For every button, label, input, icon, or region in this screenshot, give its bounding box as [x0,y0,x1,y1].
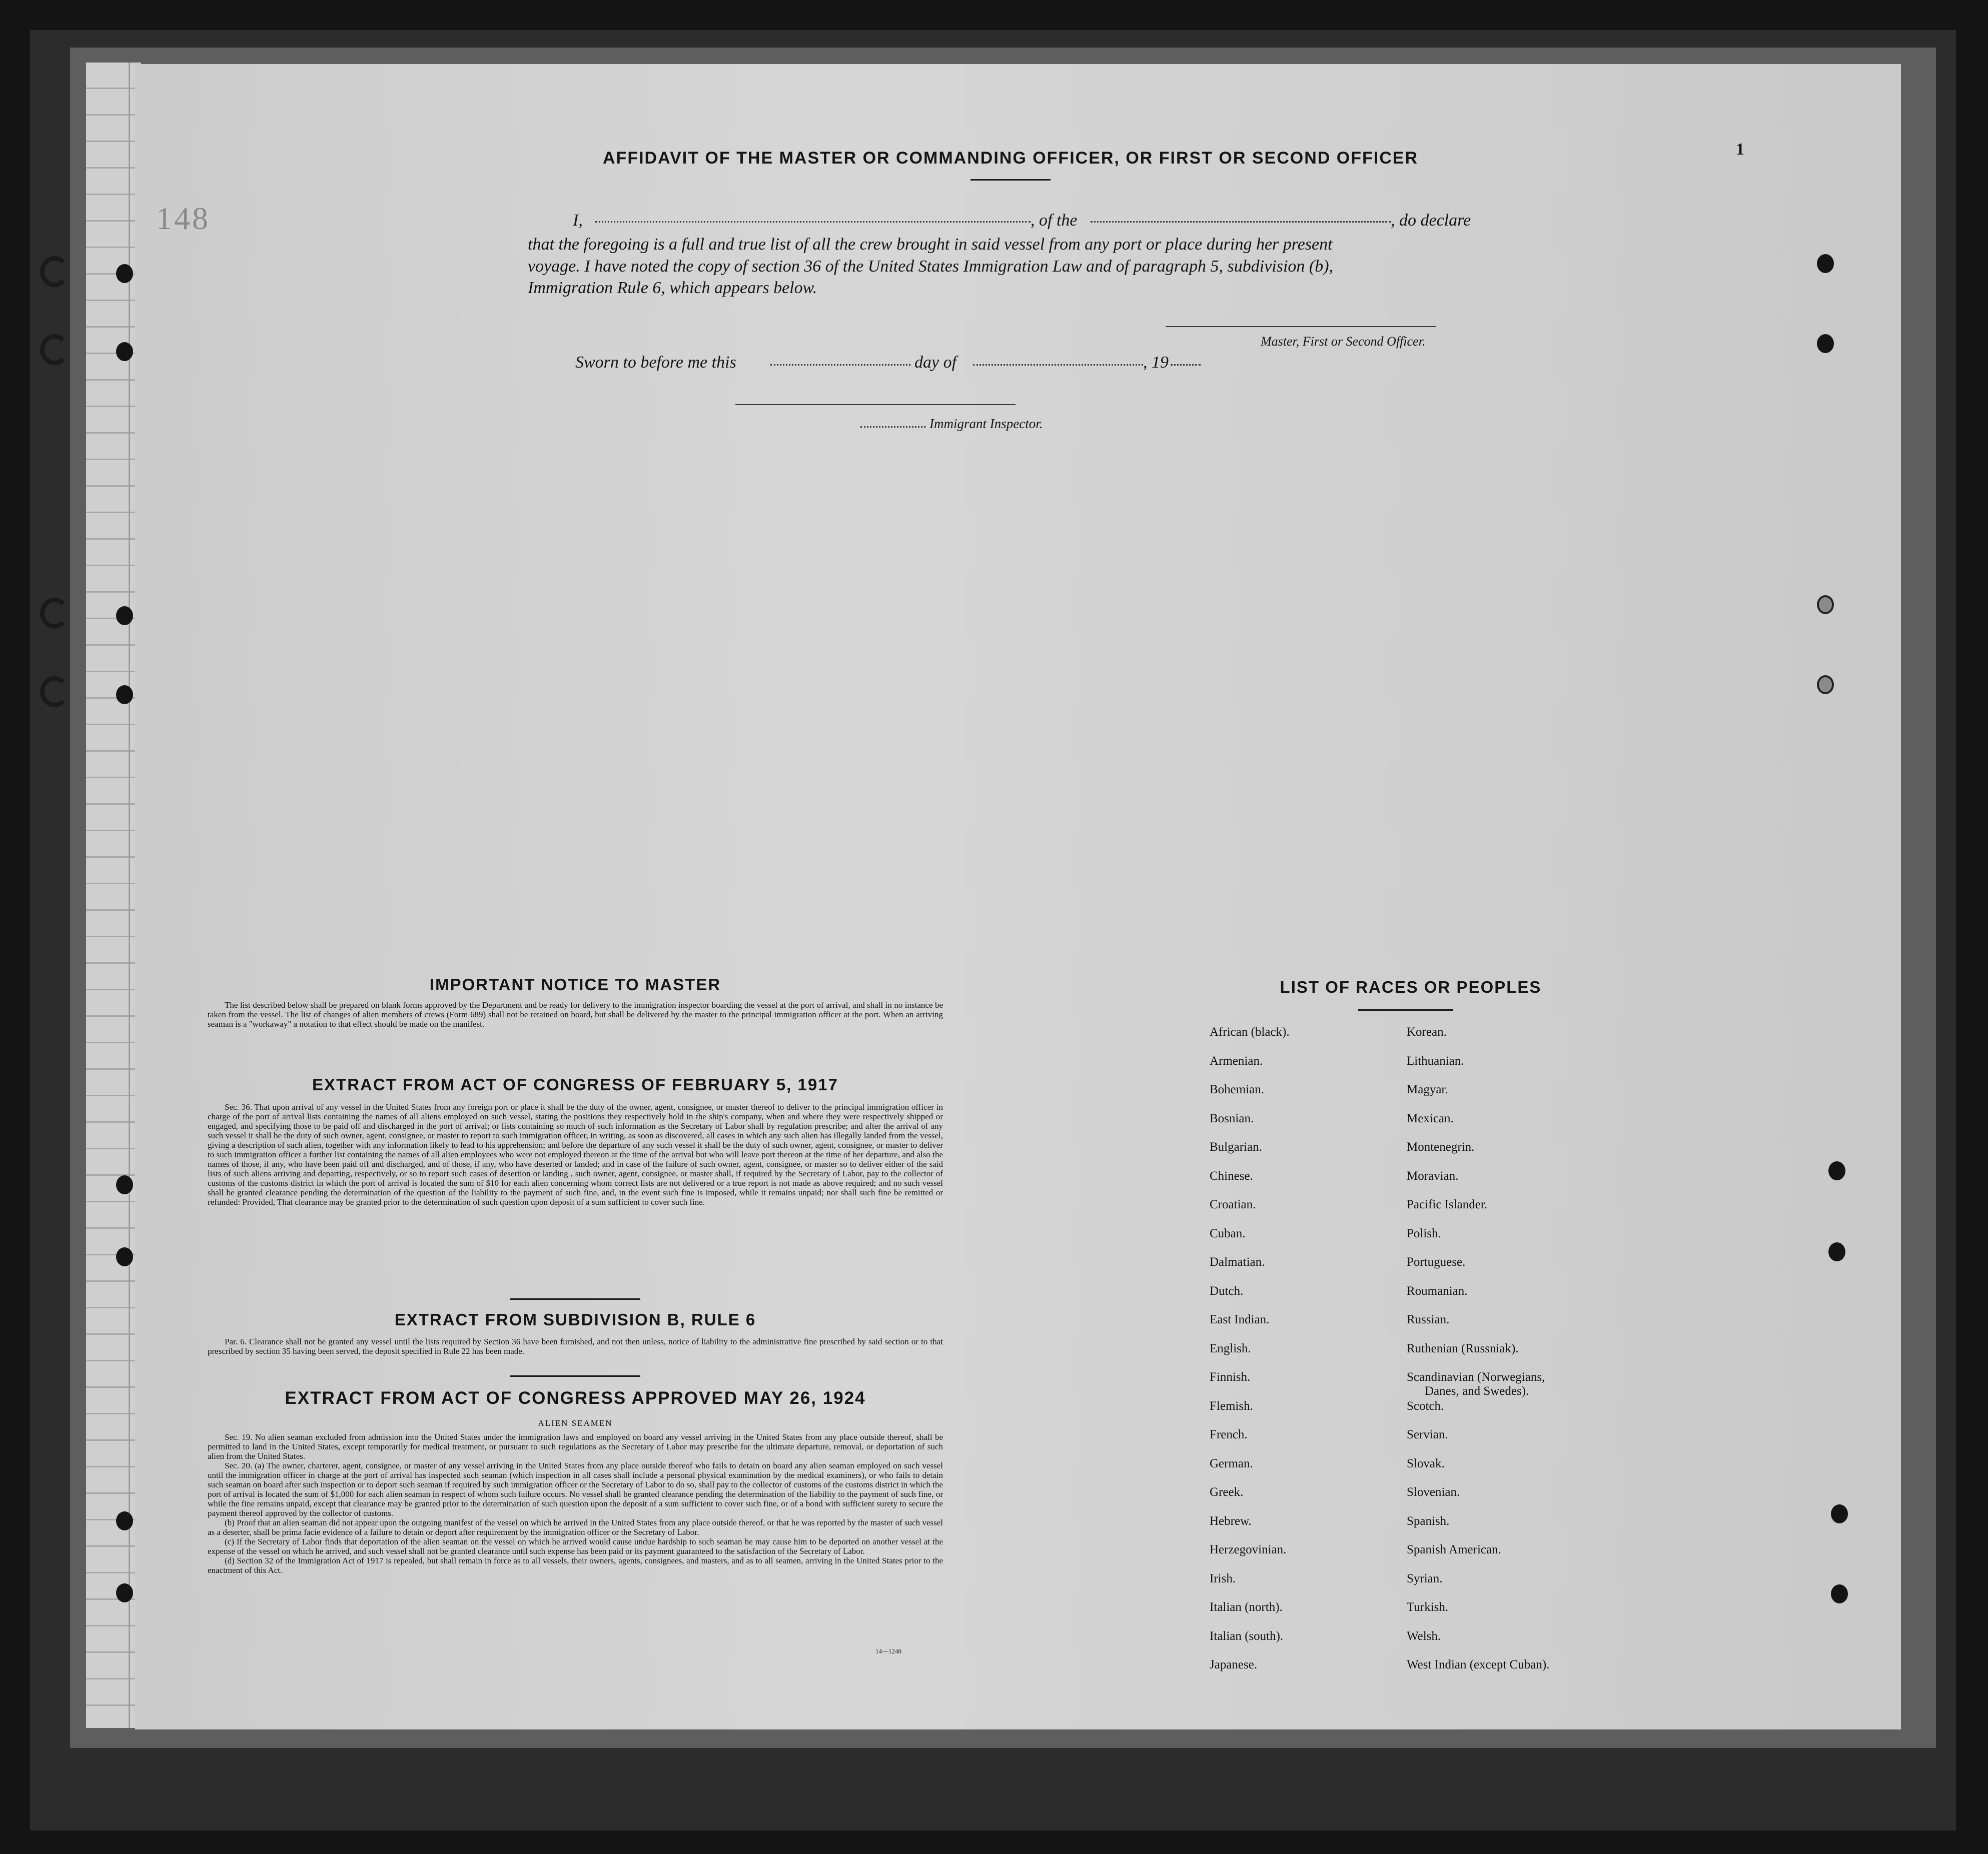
section-20d-paragraph: (d) Section 32 of the Immigration Act of 1917 is repealed, but shall remain in force as to all vessels, their owners, agents, consignees, and masters, and as to all seamen, arriving in the United States prior to the enactment of this Act. [208,1556,943,1575]
ruled-strip [86,63,141,1728]
race-item: Flemish. [1210,1399,1253,1413]
vessel-blank [1091,221,1391,223]
races-title: LIST OF RACES OR PEOPLES [1280,978,1542,996]
extract-1917-text [208,1102,943,1207]
month-blank [973,364,1143,366]
race-item: French. [1210,1428,1248,1441]
race-item: Lithuanian. [1407,1054,1464,1068]
race-item: Scotch. [1407,1399,1444,1413]
race-item: Bulgarian. [1210,1140,1262,1154]
race-item: German. [1210,1456,1253,1470]
punch-hole-icon [116,1511,133,1530]
sworn-end: , 19 [1143,353,1169,372]
extract-1924-text [208,1432,943,1575]
race-item: Chinese. [1210,1169,1253,1183]
section-divider [510,1298,640,1300]
race-item: Armenian. [1210,1054,1263,1068]
section-20a-paragraph: Sec. 20. (a) The owner, charterer, agent, consignee, or master of any vessel arriving in the United States from any place outside thereof who fails to detain on board any alien seaman employed on such vessel until the immigration officer in charge at the port of arrival has inspected such seaman (which inspection in all cases shall include a personal physical examination by the medical examiners), or who fails to detain such seaman on board after such inspection or to deport such seaman if required by such immigration officer or the Secretary of Labor to do so, shall pay to the collector of customs of the customs district in which the port of arrival is located the sum of $1,000 for each alien seaman in respect of whom such failure occurs. No vessel shall be granted clearance pending the determination of the liability to the payment of such fine, or while the fine remains unpaid, except that clearance may be granted prior to the determination of such question upon the deposit of a sum sufficient to cover such fine, or of a bond with sufficient surety to secure the payment thereof approved by the collector of customs. [208,1461,943,1518]
section-20b-paragraph: (b) Proof that an alien seaman did not appear upon the outgoing manifest of the vessel on which he arrived in the United States from any place outside thereof, or that he was reported by the master of such vessel as a deserter, shall be prima facie evidence of a failure to detain or deport after requirement by the immigration officer or the Secretary of Labor. [208,1518,943,1537]
rule6-paragraph: Par. 6. Clearance shall not be granted any vessel until the lists required by Section 36 have been furnished, and not then unless, notice of liability to the administrative fine prescribed by said section or to that prescribed by section 35 having been served, the deposit specified in Rule 22 has been made. [208,1337,943,1356]
race-item: Bosnian. [1210,1111,1254,1125]
affidavit-line1-mid: , of the [1031,211,1078,230]
punch-hole-icon [116,1247,133,1266]
signature-line [1166,326,1436,327]
binder-ring-icon [40,256,69,287]
title-divider [970,179,1051,181]
punch-hole-icon [116,264,133,283]
race-item: African (black). [1210,1025,1290,1039]
race-item: Pacific Islander. [1407,1198,1488,1211]
race-item: Moravian. [1407,1169,1459,1183]
race-item: Korean. [1407,1025,1447,1039]
section-divider [510,1375,640,1377]
affidavit-line3: voyage. I have noted the copy of section 36 of the United States Immigration Law and of paragraph 5, subdivision (b), [528,257,1334,276]
race-item: Croatian. [1210,1198,1256,1211]
race-item: Japanese. [1210,1658,1258,1671]
race-item: Slovenian. [1407,1485,1460,1499]
inspector-signature-line [735,404,1016,405]
race-item: English. [1210,1341,1251,1355]
race-item: Roumanian. [1407,1284,1468,1298]
affidavit-line4: Immigration Rule 6, which appears below. [528,279,817,297]
race-item: Hebrew. [1210,1514,1252,1528]
punch-hole-icon [1817,334,1834,353]
form-number: 14—1240 [875,1647,901,1655]
races-right-column [1407,1025,1549,1687]
sworn-mid: day of [914,353,957,372]
race-item: Finnish. [1210,1370,1251,1384]
affidavit-line1-start: I, [573,211,583,230]
race-item: Cuban. [1210,1226,1246,1240]
section-36-paragraph: Sec. 36. That upon arrival of any vessel in the United States from any foreign port or place it shall be the duty of the owner, agent, consignee, or master thereof to deliver to the principal immigration officer in charge of the port of arrival lists containing the names of all aliens employed on such vessel, stating the positions they respectively hold in the ship's company, when and where they were respectively shipped or engaged, and specifying those to be paid off and discharged in the port of arrival; or lists containing so much of such information as the Secretary of Labor shall by regulation prescribe; and after the arrival of any such vessel it shall be the duty of such owner, agent, consignee, or master to report to such immigration officer, in writing, as soon as discovered, all cases in which any such alien has illegally landed from the vessel, giving a description of such alien, together with any information likely to lead to his apprehension; and before the departure of any such vessel it shall be the duty of such owner, agent, consignee, or master to deliver to such immigration officer a further list containing the names of all alien employees who were not employed thereon at the time of the arrival but who will leave port thereon at the time of her departure, and also the names of those, if any, who have been paid off and discharged, and of those, if any, who have deserted or landed; and in case of the failure of such owner, agent, consignee, or master so to deliver either of the said lists of such aliens arriving and departing, respectively, or so to report such cases of desertion or landing , such owner, agent, consignee, or master shall, if required by the Secretary of Labor, pay to the collector of customs of the customs district in which the port of arrival is located the sum of $10 for each alien concerning whom correct lists are not delivered or a true report is not made as above required; and no such vessel shall be granted clearance pending the determination of the question of the liability to the payment of such fine, and, in the event such fine is imposed, while it remains unpaid; nor shall such fine be remitted or refunded: Provided, That clearance may be granted prior to the determination of such question upon deposit of a sum sufficient to cover such fine. [208,1102,943,1207]
punch-hole-icon [1817,254,1834,273]
extract-1924-title: EXTRACT FROM ACT OF CONGRESS APPROVED MAY 26, 1924 [285,1388,866,1408]
punch-hole-icon [1831,1504,1848,1523]
inspector-lead-dots [860,426,925,428]
race-item: Greek. [1210,1485,1244,1499]
sheet-number: 1 [1736,140,1744,159]
race-item-line1: Scandinavian (Norwegians, [1407,1370,1545,1384]
race-item: Magyar. [1407,1083,1448,1096]
race-item: Syrian. [1407,1571,1443,1585]
punch-hole-icon [116,685,133,704]
punch-hole-icon [116,606,133,625]
punch-hole-icon [116,1175,133,1194]
binder-ring-icon [40,598,69,629]
race-item: Italian (south). [1210,1629,1284,1643]
punch-hole-icon [1817,595,1834,614]
name-blank [595,221,1031,223]
race-item: Mexican. [1407,1111,1454,1125]
notice-paragraph: The list described below shall be prepared on blank forms approved by the Department and be ready for delivery to the immigration inspector boarding the vessel at the port of arrival, and shall in no instance be taken from the vessel. The list of changes of alien members of crews (Form 689) shall not be retained on board, but shall be delivered by the master to the principal immigration officer at the port. When an arriving seaman is a "workaway" a notation to that effect should be made on the manifest. [208,1000,943,1029]
stamp-number: 148 [156,201,210,236]
race-item: Polish. [1407,1226,1441,1240]
race-item: Turkish. [1407,1600,1449,1614]
section-19-paragraph: Sec. 19. No alien seaman excluded from admission into the United States under the immigration laws and employed on board any vessel arriving in the United States from any place outside thereof, shall be permitted to land in the United States, except temporarily for medical treatment, or pursuant to such regulations as the Secretary of Labor may prescribe for the ultimate departure, removal, or deportation of such alien from the United States. [208,1432,943,1461]
race-item: Herzegovinian. [1210,1543,1287,1556]
punch-hole-icon [116,342,133,361]
notice-text [208,1000,943,1029]
race-item: Servian. [1407,1428,1448,1441]
race-item: Slovak. [1407,1456,1445,1470]
affidavit-line2: that the foregoing is a full and true list of all the crew brought in said vessel from any port or place during her present [528,235,1333,254]
day-blank [770,364,910,366]
race-item: Portuguese. [1407,1255,1466,1269]
section-20c-paragraph: (c) If the Secretary of Labor finds that deportation of the alien seaman on the vessel on which he arrived would cause undue hardship to such seaman he may cause him to be deported on another vessel at the expense of the vessel on which he arrived, and such vessel shall not be granted clearance until such expense has been paid or its payment guaranteed to the satisfaction of the Secretary of Labor. [208,1537,943,1556]
binder-ring-icon [40,334,69,365]
race-item: Bohemian. [1210,1083,1265,1096]
race-item: Ruthenian (Russniak). [1407,1341,1519,1355]
race-item: Montenegrin. [1407,1140,1475,1154]
alien-seamen-subtitle: ALIEN SEAMEN [538,1418,613,1428]
punch-hole-icon [1831,1584,1848,1603]
race-item: Dalmatian. [1210,1255,1265,1269]
races-title-divider [1358,1009,1453,1011]
year-blank [1171,364,1201,366]
race-item: Welsh. [1407,1629,1441,1643]
affidavit-title: AFFIDAVIT OF THE MASTER OR COMMANDING OFFICER, OR FIRST OR SECOND OFFICER [603,149,1418,168]
punch-hole-icon [1817,675,1834,694]
signature-label: Master, First or Second Officer. [1261,334,1426,349]
race-item: West Indian (except Cuban). [1407,1658,1550,1671]
extract-rule6-title: EXTRACT FROM SUBDIVISION B, RULE 6 [394,1310,756,1329]
race-item: Spanish. [1407,1514,1450,1528]
race-item: Irish. [1210,1571,1236,1585]
race-item: Italian (north). [1210,1600,1283,1614]
affidavit-line1-end: , do declare [1391,211,1471,230]
notice-title: IMPORTANT NOTICE TO MASTER [429,975,721,994]
extract-rule6-text [208,1337,943,1356]
binder-ring-icon [40,676,69,707]
extract-1917-title: EXTRACT FROM ACT OF CONGRESS OF FEBRUARY 5, 1917 [312,1075,838,1094]
punch-hole-icon [116,1583,133,1602]
race-item [1407,1370,1549,1399]
races-left-column [1210,1025,1290,1687]
punch-hole-icon [1828,1161,1845,1180]
race-item: Dutch. [1210,1284,1244,1298]
sworn-start: Sworn to before me this [575,353,736,372]
inspector-label: Immigrant Inspector. [929,416,1043,431]
race-item: Spanish American. [1407,1543,1501,1556]
race-item-line2: Danes, and Swedes). [1425,1384,1529,1398]
race-item: East Indian. [1210,1313,1270,1326]
punch-hole-icon [1828,1242,1845,1261]
race-item: Russian. [1407,1313,1450,1326]
